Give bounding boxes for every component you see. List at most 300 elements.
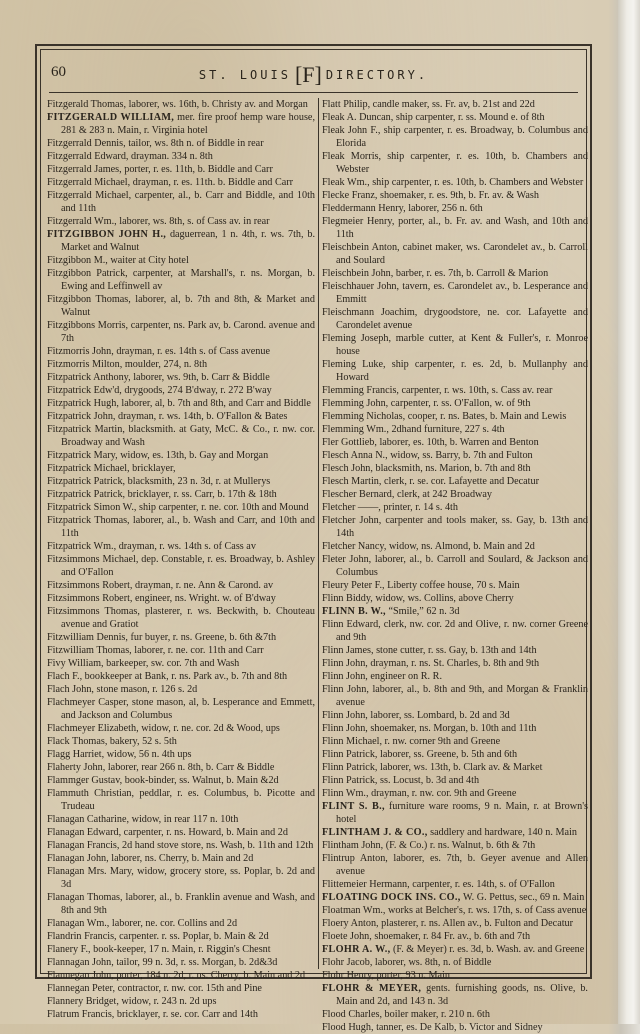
entry-details: drayman, r. ne. Ann & Carond. av (135, 580, 274, 591)
directory-entry (47, 371, 315, 384)
entry-details: dep. Constable, r. es. Broadway, b. Ashley and O'Fallon (61, 554, 316, 578)
entry-name: Flescher Bernard, (322, 489, 395, 500)
entry-name: Flecke Franz, (322, 190, 378, 201)
entry-name: Flandrin Francis, (47, 931, 117, 942)
entry-details: carpenter, r. ns. Howard, b. Main and 2d (123, 827, 288, 838)
directory-entry (322, 202, 588, 215)
directory-entry (322, 475, 588, 488)
directory-entry (47, 540, 315, 553)
entry-name: Fitzwilliam Thomas, (47, 645, 132, 656)
entry-details: barber, r. es. 7th, b. Carroll & Marion (395, 268, 549, 279)
entry-name: Fitzmorris Milton, (47, 359, 123, 370)
entry-details: drayman, r. es. 14th s. of Cass avenue (116, 346, 270, 357)
entry-details: widow, ss. Barry, b. 7th and Fulton (390, 450, 533, 461)
entry-details: clerk, r. se. cor. Lafayette and Decatur (383, 476, 539, 487)
directory-entry (47, 683, 315, 696)
entry-details: drayman, r. es. 11th. b. Biddle and Carr (132, 177, 294, 188)
entry-name: Fivy William, (47, 658, 104, 669)
directory-entry (322, 267, 588, 280)
entry-name: Flohr Jacob, (322, 957, 373, 968)
entry-name: Flanagan John, (47, 853, 109, 864)
directory-entry (47, 852, 315, 865)
entry-details: tanner, es. De Kalb, b. Victor and Sidney (376, 1022, 543, 1033)
directory-entry (47, 917, 315, 930)
entry-details: ss. Locust, b. 3d and 4th (380, 775, 480, 786)
directory-entry (47, 384, 315, 397)
entry-name: Fleak Wm., (322, 177, 370, 188)
entry-name: Fitzpatrick Patrick, (47, 489, 126, 500)
left-column (47, 98, 316, 1020)
entry-details: laborer, es. 10th, b. Warren and Benton (379, 437, 539, 448)
entry-details: laborer, al, b. 7th and 8th, and Carr and Biddle (121, 398, 311, 409)
directory-entry (322, 1008, 588, 1021)
entry-name: Flanagan Mrs. Mary, (47, 866, 134, 877)
directory-entry (322, 553, 588, 579)
entry-name: Fitzgibbon Patrick, (47, 268, 128, 279)
entry-details: laborer, al., b. Franklin avenue and Wash, and 8th and 9th (61, 892, 315, 916)
entry-details: widow, es. 13th, b. Gay and Morgan (120, 450, 269, 461)
entry-name: Fleury Peter F., (322, 580, 385, 591)
directory-entry (47, 605, 315, 631)
directory-entry (47, 982, 315, 995)
column-divider (318, 98, 319, 969)
running-title-right: DIRECTORY. (325, 68, 429, 82)
entry-details: moulder, 274, n. 8th (124, 359, 208, 370)
entry-details: (F. & Co.) r. ns. Walnut, b. 6th & 7th (385, 840, 536, 851)
entry-details: porter, al., b. Fr. av. and Wash, and 10th and 11th (336, 216, 589, 240)
entry-details: widow, r. ne. cor. 2d & Wood, ups (141, 723, 280, 734)
entry-details: marble cutter, at Kent & Fuller's, r. Monroe house (336, 333, 588, 357)
entry-details: candle maker, ss. Fr. av, b. 21st and 22d (372, 99, 535, 110)
entry-name: FLINTHAM J. & CO., (322, 827, 428, 838)
directory-entry (322, 982, 588, 1008)
page-header (49, 58, 578, 93)
entry-name: Flohr Henry, (322, 970, 374, 981)
directory-entry (322, 774, 588, 787)
entry-name: FITZGERALD WILLIAM, (47, 112, 175, 123)
directory-entry (47, 774, 315, 787)
directory-entry (47, 189, 315, 215)
entry-name: Flannery Bridget, (47, 996, 119, 1007)
entry-details: carpenter, at Marshall's, r. ns. Morgan, b. Ewing and Leffinwell av (61, 268, 315, 292)
entry-details: widow, r. 243 n. 2d ups (121, 996, 217, 1007)
entry-details: laborer, al., b. Wash and Carr, and 10th and 11th (61, 515, 315, 539)
directory-entry (47, 670, 315, 683)
directory-entry (322, 462, 588, 475)
directory-entry (322, 124, 588, 150)
directory-entry (322, 878, 588, 891)
entry-details: barkeeper, sw. cor. 7th and Wash (106, 658, 240, 669)
entry-name: Flittemeier Hermann, (322, 879, 410, 890)
directory-entry (47, 930, 315, 943)
running-title (49, 62, 578, 88)
entry-name: Flinn Patrick, (322, 749, 378, 760)
entry-details: waiter at City hotel (110, 255, 189, 266)
entry-name: FLINT S. B., (322, 801, 385, 812)
directory-entry (322, 176, 588, 189)
directory-entry (47, 722, 315, 735)
entry-name: Fitzgerrald Michael, (47, 190, 132, 201)
entry-details: fur buyer, r. ns. Greene, b. 6th &7th (130, 632, 277, 643)
entry-name: Flemming Wm., (322, 424, 389, 435)
entry-name: Flatt Philip, (322, 99, 371, 110)
entry-details: gents. furnishing goods, ns. Olive, b. Main and 2d, and 143 n. 3d (336, 983, 588, 1007)
entry-name: Flemming Nicholas, (322, 411, 406, 422)
entry-details: saddlery and hardware, 140 n. Main (430, 827, 577, 838)
entry-name: Flammuth Christian, (47, 788, 135, 799)
directory-entry (322, 436, 588, 449)
entry-name: Fitzwilliam Dennis, (47, 632, 128, 643)
directory-entry (322, 852, 588, 878)
entry-name: Fitzgerrald Dennis, (47, 138, 126, 149)
entry-details: laborer, ss. Lombard, b. 2d and 3d (370, 710, 510, 721)
entry-name: Flintham John, (322, 840, 384, 851)
page-frame-inner (40, 49, 589, 1033)
entry-name: FLINN B. W., (322, 606, 386, 617)
entry-name: Flanagan Edward, (47, 827, 122, 838)
directory-entry (47, 1008, 315, 1021)
entry-name: Fler Gottlieb, (322, 437, 377, 448)
entry-name: Fitzgerrald Michael, (47, 177, 131, 188)
entry-details: ship carpenter, r. es. 2d, b. Mullanphy and Howard (336, 359, 588, 383)
entry-name: Flagg Harriet, (47, 749, 105, 760)
directory-entry (47, 267, 315, 293)
entry-details: laborer, ws. 16th, b. Christy av. and Morgan (128, 99, 308, 110)
entry-details: porter, 184 n. 2d, r. ns. Cherry, b. Main and 2d (116, 970, 306, 981)
directory-entry (322, 449, 588, 462)
entry-name: Flaherty John, (47, 762, 106, 773)
entry-name: Flach F., (47, 671, 83, 682)
entry-details: 2d hand stove store, ns. Wash, b. 11th and 12th (121, 840, 314, 851)
entry-details: r. nw. corner 9th and Greene (384, 736, 501, 747)
directory-entry (47, 501, 315, 514)
directory-entry (322, 761, 588, 774)
entry-name: Fleddermann Henry, (322, 203, 406, 214)
entry-name: Flinn John, (322, 684, 369, 695)
entry-name: Flanagan Francis, (47, 840, 120, 851)
directory-entry (322, 826, 588, 839)
directory-entry (47, 488, 315, 501)
entry-name: Fleming Luke, (322, 359, 386, 370)
entry-name: Flanagan Catharine, (47, 814, 130, 825)
entry-details: ship carpenter, r. es. 10th, b. Chambers and Webster (372, 177, 584, 188)
directory-entry (322, 943, 588, 956)
directory-entry (47, 813, 315, 826)
entry-details: widow, in rear 117 n. 10th (131, 814, 239, 825)
entry-name: Fleak A. Duncan, (322, 112, 394, 123)
entry-name: Fleak Morris, (322, 151, 382, 162)
directory-entry (322, 397, 588, 410)
entry-details: carpenter, al., b. Carr and Biddle, and 10th and 11th (61, 190, 315, 214)
entry-name: Flachmeyer Casper, (47, 697, 129, 708)
entry-details: laborer, ws. 13th, b. Clark av. & Market (380, 762, 543, 773)
entry-name: Flinn Patrick, (322, 762, 378, 773)
entry-name: Fleak John F., (322, 125, 381, 136)
directory-entry (322, 930, 588, 943)
entry-details: stone cutter, r. ss. Gay, b. 13th and 14th (376, 645, 537, 656)
entry-details: carpenter and tools maker, ss. Gay, b. 13th and 14th (336, 515, 589, 539)
entry-details: daguerrean, 1 n. 4th, r. ws. 7th, b. Market and Walnut (61, 229, 316, 253)
entry-name: Fitzpatrick Martin, (47, 424, 125, 435)
right-column (322, 98, 589, 1033)
entry-details: stone mason, r. 126 s. 2d (96, 684, 198, 695)
entry-details: bookkeeper at Bank, r. ns. Park av., b. 7th and 8th (84, 671, 288, 682)
directory-entry (322, 722, 588, 735)
entry-name: Fleter John, (322, 554, 372, 565)
entry-details: laborer, r. ne. cor. 11th and Carr (134, 645, 264, 656)
entry-details: clerk, at 242 Broadway (396, 489, 493, 500)
entry-details: laborer, ws. 9th, b. Carr & Biddle (133, 372, 270, 383)
directory-entry (47, 644, 315, 657)
entry-name: Flemming John, (322, 398, 389, 409)
directory-entry (322, 579, 588, 592)
directory-entry (47, 345, 315, 358)
entry-name: Fitzsimmons Thomas, (47, 606, 140, 617)
directory-entry (47, 696, 315, 722)
entry-details: laborer, ns. Cherry, b. Main and 2d (111, 853, 254, 864)
entry-name: Fitzgerrald Edward, (47, 151, 129, 162)
entry-name: Fitzgerrald Wm., (47, 216, 117, 227)
running-title-left: ST. LOUIS (198, 68, 291, 82)
entry-name: Flinn Edward, (322, 619, 381, 630)
entry-name: Flesch Martin, (322, 476, 382, 487)
entry-details: (F. & Meyer) r. es. 3d, b. Wash. av. and Greene (392, 944, 585, 955)
entry-name: Fitzpatrick Mary, (47, 450, 118, 461)
entry-details: “Smile,” 62 n. 3d (388, 606, 460, 617)
directory-entry (322, 839, 588, 852)
entry-name: Fitzpatrick Michael, (47, 463, 130, 474)
entry-details: plasterer, r. ws. Beckwith, b. Chouteau avenue and Gratiot (61, 606, 315, 630)
entry-name: Flinn Biddy, (322, 593, 373, 604)
entry-name: Flack Thomas, (47, 736, 108, 747)
directory-entry (322, 670, 588, 683)
entry-name: Fitzsimmons Michael, (47, 554, 139, 565)
entry-details: shoemaker, r. es. 9th, b. Fr. av. & Wash (380, 190, 539, 201)
entry-name: FLOATING DOCK INS. CO., (322, 892, 461, 903)
entry-details: ship carpenter, r. es. Broadway, b. Columbus and Elorida (336, 125, 588, 149)
entry-name: Fitzpatrick Wm., (47, 541, 117, 552)
directory-entry (322, 787, 588, 800)
entry-name: Flanagan Wm., (47, 918, 110, 929)
entry-name: Flach John, (47, 684, 94, 695)
entry-name: Fitzgibbon M., (47, 255, 108, 266)
directory-entry (322, 891, 588, 904)
directory-entry (47, 410, 315, 423)
directory-entry (322, 540, 588, 553)
directory-entry (322, 956, 588, 969)
entry-name: Floatman Wm., (322, 905, 386, 916)
entry-details: drygoods, 274 B'dway, r. 272 B'way (124, 385, 272, 396)
entry-details: laborer, es. 7th, b. Geyer avenue and Allen avenue (336, 853, 588, 877)
entry-details: tailor, ws. 8th n. of Biddle in rear (128, 138, 264, 149)
directory-entry (322, 358, 588, 384)
entry-name: Fitzsimmons Robert, (47, 580, 133, 591)
entry-details: carpenter, ns. Park av, b. Carond. avenue and 7th (61, 320, 315, 344)
directory-entry (47, 449, 315, 462)
entry-details: drayman, r. nw. cor. 9th and Greene (371, 788, 517, 799)
entry-details: laborer, ws. 8th, n. of Biddle (374, 957, 492, 968)
directory-entry (47, 787, 315, 813)
entry-details: widow, grocery store, ss. Poplar, b. 2d and 3d (61, 866, 316, 890)
directory-entry (322, 748, 588, 761)
entry-name: Fleischhauer John, (322, 281, 400, 292)
entry-name: Flannagan John, (47, 957, 114, 968)
entry-details: tavern, es. Carondelet av., b. Lesperance and Emmitt (336, 281, 588, 305)
entry-name: Fitzmorris John, (47, 346, 114, 357)
entry-details: laborer, rear 266 n. 8th, b. Carr & Biddle (107, 762, 275, 773)
entry-details: shoemaker, ns. Morgan, b. 10th and 11th (370, 723, 537, 734)
entry-name: Fletcher John, (322, 515, 382, 526)
running-title-letter: [F] (294, 62, 322, 87)
page-frame (35, 44, 592, 1033)
directory-entry (47, 592, 315, 605)
directory-entry (47, 98, 315, 111)
directory-entry (322, 410, 588, 423)
entry-details: peddlar, r. es. Columbus, b. Picotte and Trudeau (61, 788, 316, 812)
entry-details: W. G. Pettus, sec., 69 n. Main (462, 892, 585, 903)
directory-entry (322, 488, 588, 501)
directory-entry (47, 462, 315, 475)
directory-entry (322, 969, 588, 982)
directory-entry (47, 865, 315, 891)
entry-name: Fitzpatrick Hugh, (47, 398, 119, 409)
directory-entry (47, 358, 315, 371)
directory-entry (47, 956, 315, 969)
directory-entry (47, 943, 315, 956)
entry-name: Fitzsimmons Robert, (47, 593, 133, 604)
entry-details: porter, 93 n. Main (376, 970, 450, 981)
directory-entry (47, 631, 315, 644)
directory-entry (322, 683, 588, 709)
entry-name: Flannegan Peter, (47, 983, 116, 994)
directory-entry (322, 735, 588, 748)
directory-entry (322, 709, 588, 722)
entry-details: drayman, r. ns. St. Charles, b. 8th and 9th (370, 658, 540, 669)
directory-entry (47, 995, 315, 1008)
entry-details: widow, 56 n. 4th ups (106, 749, 192, 760)
entry-details: laborer, ne. cor. Collins and 2d (111, 918, 238, 929)
entry-name: Flesch Anna N., (322, 450, 388, 461)
entry-name: Fitzgerrald James, (47, 164, 122, 175)
entry-name: Flinn John, (322, 658, 368, 669)
entry-details: drayman, r. ws. 14th s. of Cass av (118, 541, 256, 552)
directory-entry (47, 150, 315, 163)
entry-name: Fletcher ——, (322, 502, 381, 513)
directory-entry (47, 137, 315, 150)
directory-entry (47, 514, 315, 540)
entry-details: laborer, al., b. 8th and 9th, and Morgan & Franklin avenue (336, 684, 589, 708)
entry-details: laborer, ss. Greene, b. 5th and 6th (380, 749, 518, 760)
entry-details: clerk, nw. cor. 2d and Olive, r. nw. corner Greene and 9th (336, 619, 589, 643)
entry-details: drayman. 334 n. 8th (131, 151, 213, 162)
entry-name: Flinn John, (322, 723, 368, 734)
directory-entry (322, 384, 588, 397)
entry-details: plasterer, r. ns. Allen av., b. Fulton and Decatur (381, 918, 574, 929)
entry-name: Flannegan John, (47, 970, 114, 981)
entry-details: 2dhand furniture, 227 s. 4th (391, 424, 505, 435)
entry-name: Flinn John, (322, 671, 368, 682)
entry-name: Flinn Patrick, (322, 775, 378, 786)
entry-name: Fitzpatrick John, (47, 411, 116, 422)
entry-details: blacksmith, 23 n. 3d, r. at Mullerys (127, 476, 271, 487)
page-binding-edge (618, 0, 640, 1024)
directory-entry (47, 293, 315, 319)
entry-name: Flinn Wm., (322, 788, 369, 799)
directory-entry (47, 735, 315, 748)
entry-name: Fitzgibbons Morris, (47, 320, 129, 331)
entry-details: widow, ws. Collins, above Cherry (375, 593, 514, 604)
entry-name: Flachmeyer Elizabeth, (47, 723, 139, 734)
entry-name: Fleischbein Anton, (322, 242, 400, 253)
directory-entry (322, 98, 588, 111)
directory-entry (322, 332, 588, 358)
directory-entry (322, 280, 588, 306)
entry-details: Liberty coffee house, 70 s. Main (387, 580, 520, 591)
entry-details: book-keeper, 17 n. Main, r. Riggin's Chesnt (93, 944, 271, 955)
directory-entry (47, 163, 315, 176)
directory-entry (47, 579, 315, 592)
directory-entry (322, 917, 588, 930)
directory-entry (322, 306, 588, 332)
directory-entry (322, 592, 588, 605)
entry-details: ship carpenter, r. ne. cor. 10th and Mound (138, 502, 309, 513)
entry-name: Fletcher Nancy, (322, 541, 387, 552)
directory-entry (322, 423, 588, 436)
entry-name: Flatrum Francis, (47, 1009, 115, 1020)
entry-details: works at Belcher's, r. ws. 17th, s. of Cass avenue (388, 905, 587, 916)
entry-details: tailor, 99 n. 3d, r. ss. Morgan, b. 2d&3d (116, 957, 278, 968)
entry-name: Fleischbein John, (322, 268, 394, 279)
directory-entry (322, 241, 588, 267)
directory-entry (47, 826, 315, 839)
entry-name: Flinn James, (322, 645, 374, 656)
directory-entry (47, 748, 315, 761)
entry-name: Fleming Joseph, (322, 333, 391, 344)
directory-entry (322, 657, 588, 670)
entry-name: Floete John, (322, 931, 372, 942)
directory-entry (322, 514, 588, 540)
entry-name: Flammger Gustav, (47, 775, 123, 786)
entry-name: Fitzpatrick Patrick, (47, 476, 126, 487)
entry-name: FLOHR A. W., (322, 944, 391, 955)
entry-name: Flinn Michael, (322, 736, 382, 747)
page-number: 60 (51, 64, 66, 80)
entry-name: Fitzpatrick Anthony, (47, 372, 131, 383)
entry-details: furniture ware rooms, 9 n. Main, r. at Brown's hotel (336, 801, 589, 825)
entry-name: Floery Anton, (322, 918, 379, 929)
entry-details: laborer, al., b. Carroll and Soulard, & Jackson and Columbus (336, 554, 589, 578)
directory-entry (47, 319, 315, 345)
entry-name: Flinn John, (322, 710, 368, 721)
directory-entry (47, 969, 315, 982)
entry-details: widow, ns. Almond, b. Main and 2d (388, 541, 535, 552)
entry-details: blacksmith, ns. Marion, b. 7th and 8th (375, 463, 531, 474)
entry-details: cabinet maker, ws. Carondelet av., b. Carroll and Soulard (336, 242, 588, 266)
directory-entry (322, 618, 588, 644)
entry-name: Fitzgerald Thomas, (47, 99, 127, 110)
entry-details: laborer, 256 n. 6th (408, 203, 483, 214)
entry-details: blacksmith. at Gaty, McC. & Co., r. nw. cor. Broadway and Wash (61, 424, 315, 448)
entry-details: ship carpenter, r. ss. Mound e. of 8th (395, 112, 545, 123)
entry-details: shoemaker, r. 84 Fr. av., b. 6th and 7th (374, 931, 531, 942)
directory-entry (47, 397, 315, 410)
directory-entry (47, 475, 315, 488)
entry-details: engineer, ns. Wright. w. of B'dway (135, 593, 276, 604)
entry-name: Fitzpatrick Edw'd, (47, 385, 122, 396)
directory-entry (47, 761, 315, 774)
directory-entry (322, 215, 588, 241)
directory-entry (47, 111, 315, 137)
